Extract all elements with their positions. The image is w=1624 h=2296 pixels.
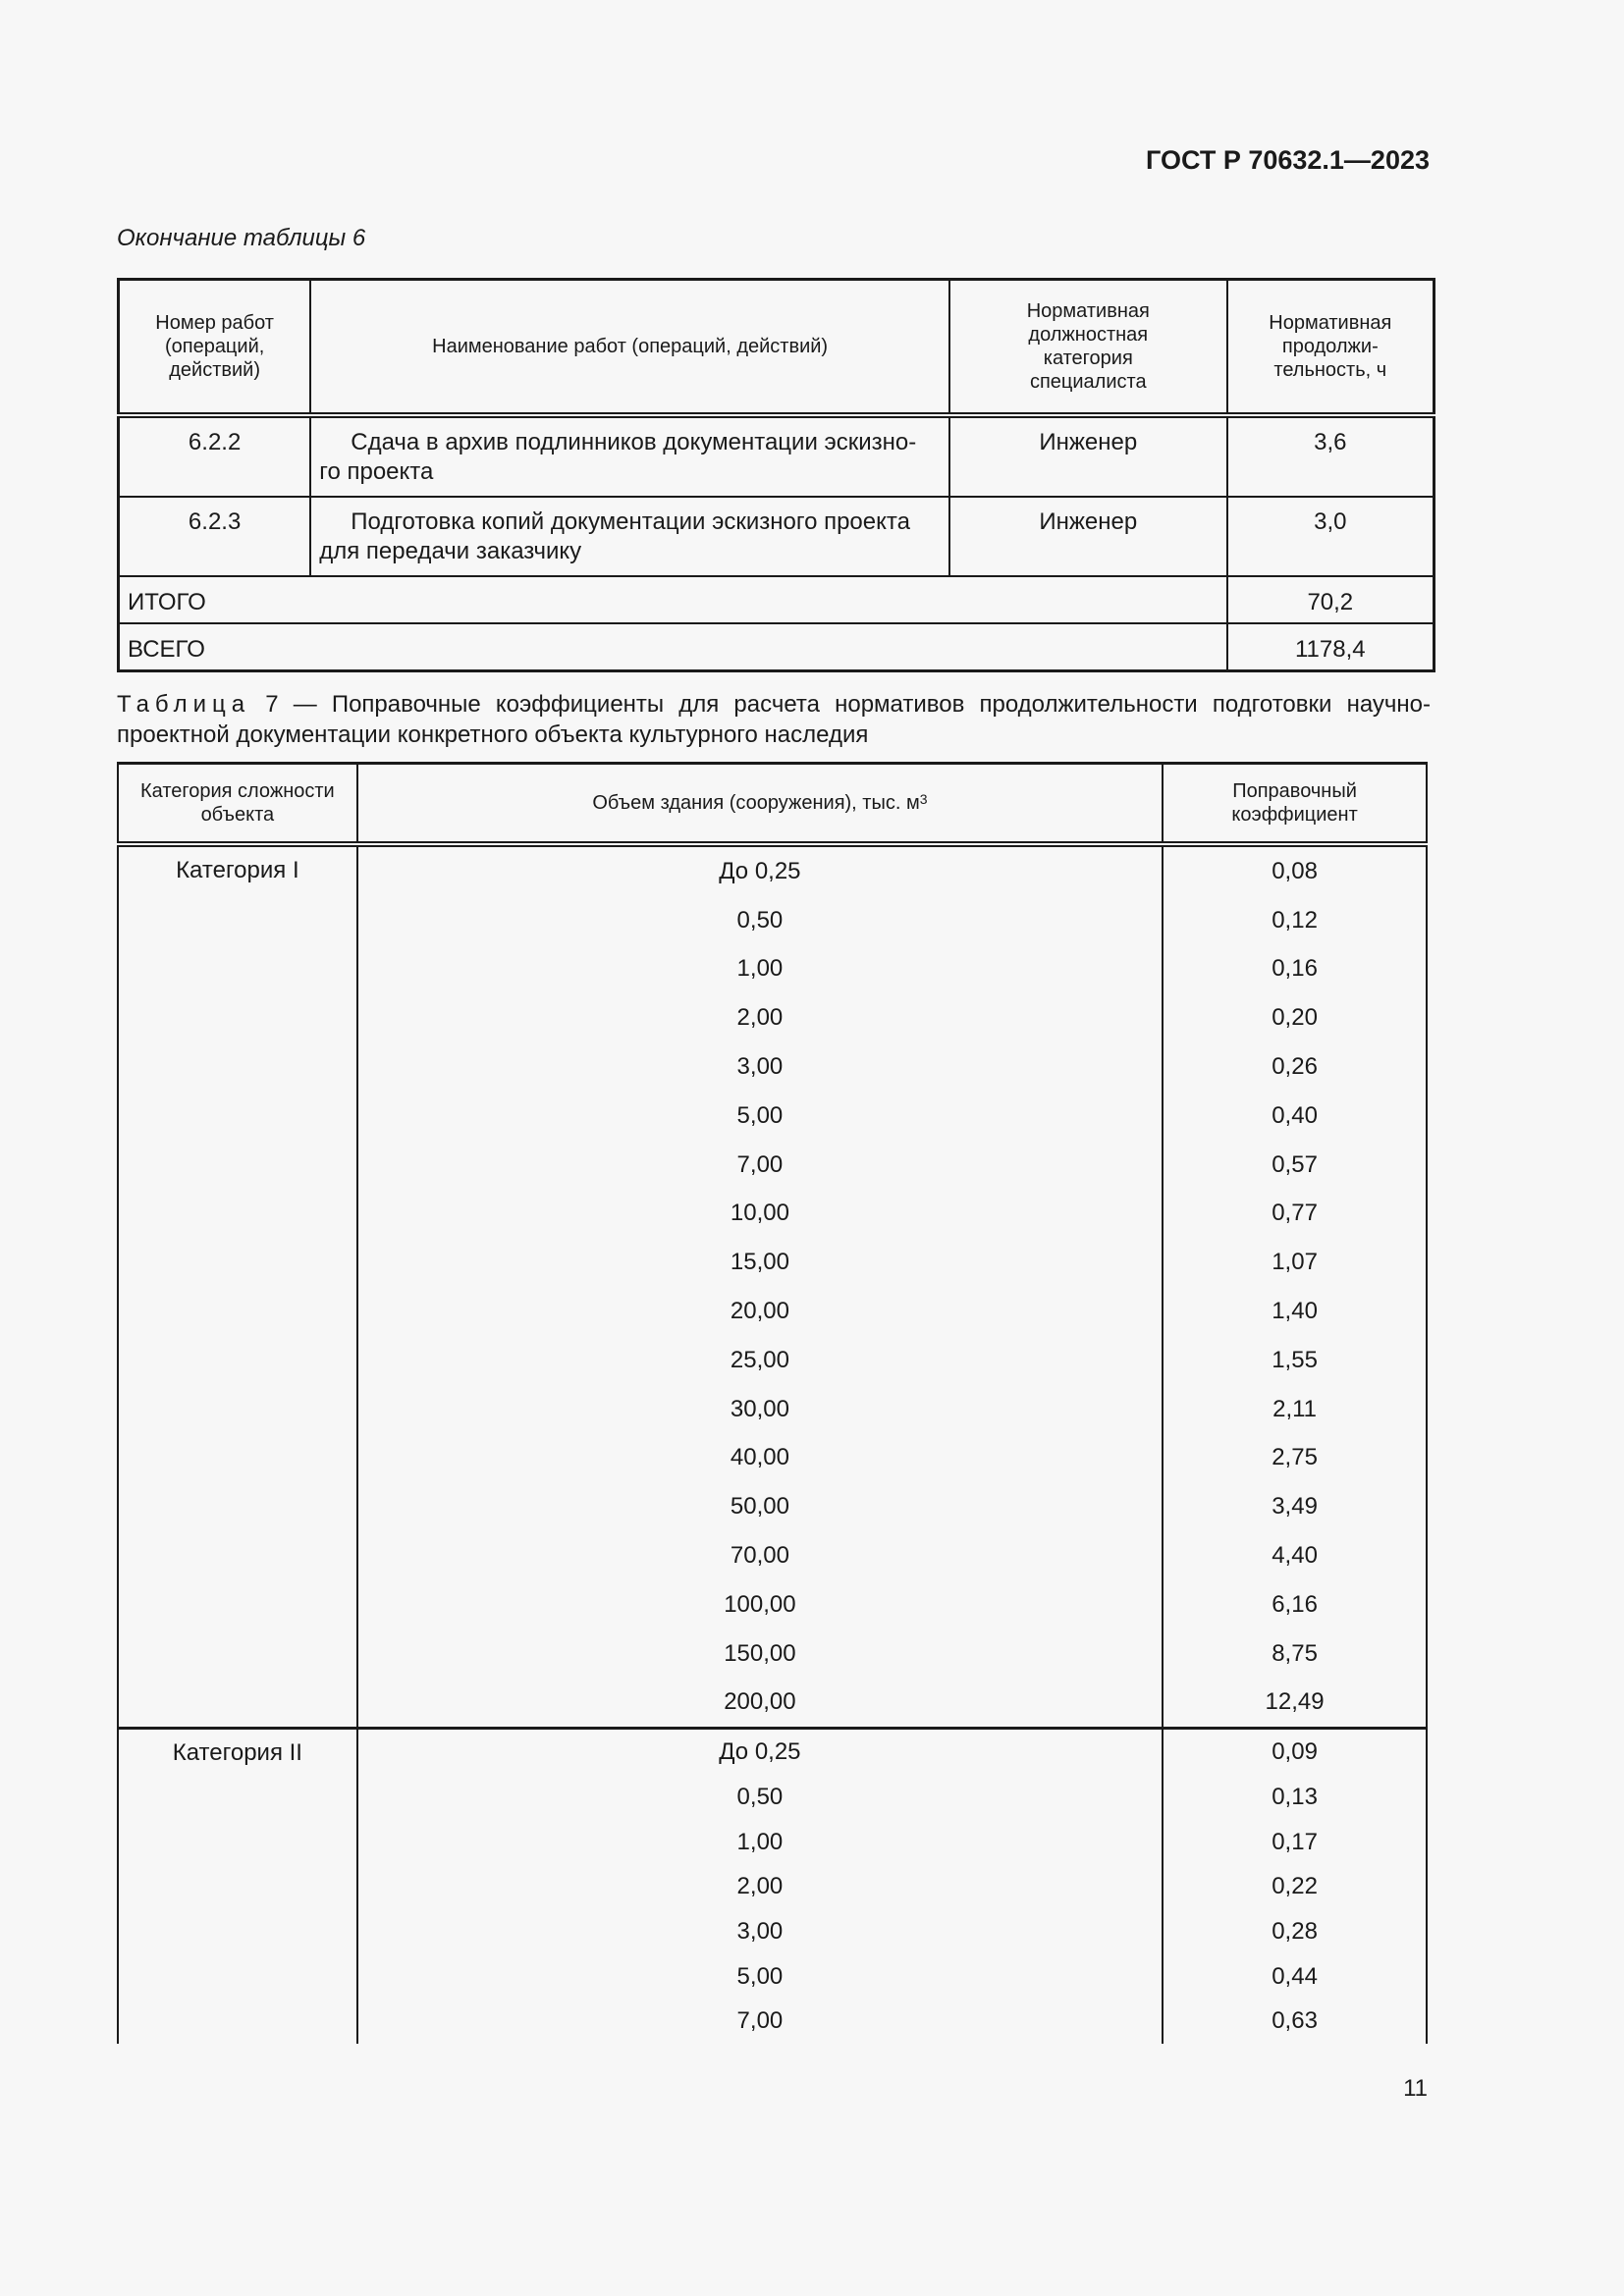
t6-itogo-row <box>119 576 1435 623</box>
t6-header-number: Номер работ (операций, действий) <box>119 280 311 416</box>
t7-cell-volume: 25,00 <box>357 1336 1163 1385</box>
t7-cell-volume: 50,00 <box>357 1482 1163 1531</box>
t6-cell-duration: 3,0 <box>1227 497 1435 576</box>
t6-itogo-label: ИТОГО <box>119 576 1227 623</box>
page-number: 11 <box>1403 2075 1428 2102</box>
t6-itogo-value: 70,2 <box>1227 576 1435 623</box>
t7-header-category: Категория сложности объекта <box>118 764 357 845</box>
t7-cell-coef: 6,16 <box>1163 1580 1427 1629</box>
t7-cell-coef: 0,26 <box>1163 1042 1427 1092</box>
t7-cell-volume: 40,00 <box>357 1434 1163 1483</box>
t7-cell-volume: До 0,25 <box>357 1729 1163 1775</box>
t7-cell-volume: 70,00 <box>357 1531 1163 1580</box>
t7-cell-coef: 0,40 <box>1163 1092 1427 1141</box>
table-row <box>119 415 1435 497</box>
table-7 <box>117 762 1428 2044</box>
t7-cell-coef: 0,08 <box>1163 844 1427 896</box>
table-row <box>119 497 1435 576</box>
t7-group-category-2 <box>118 1729 1427 2044</box>
t7-cell-volume: 200,00 <box>357 1679 1163 1729</box>
table-6 <box>117 278 1435 672</box>
t6-vsego-row <box>119 623 1435 671</box>
t7-cell-volume: 5,00 <box>357 1092 1163 1141</box>
t7-cell-coef: 0,20 <box>1163 993 1427 1042</box>
t7-cell-volume: 0,50 <box>357 896 1163 945</box>
t7-cell-volume: 2,00 <box>357 993 1163 1042</box>
document-code: ГОСТ Р 70632.1—2023 <box>1146 145 1430 175</box>
t7-cell-volume: 30,00 <box>357 1385 1163 1434</box>
t7-cell-coef: 0,28 <box>1163 1909 1427 1954</box>
t7-cell-volume: 3,00 <box>357 1042 1163 1092</box>
t6-cell-category: Инженер <box>949 415 1227 497</box>
t7-cell-coef: 0,17 <box>1163 1820 1427 1865</box>
t6-cell-name: Подготовка копий документации эскизного проекта для передачи заказчику <box>310 497 949 576</box>
t7-cell-volume: 150,00 <box>357 1629 1163 1679</box>
t7-cell-volume: 1,00 <box>357 945 1163 994</box>
t7-cell-coef: 8,75 <box>1163 1629 1427 1679</box>
t6-cell-number: 6.2.2 <box>119 415 311 497</box>
t7-cell-category: Категория I <box>118 844 357 1729</box>
t6-header-name: Наименование работ (операций, действий) <box>310 280 949 416</box>
table-row <box>118 1729 1427 1775</box>
t6-header-duration: Нормативная продолжи-тельность, ч <box>1227 280 1435 416</box>
t7-cell-volume: 3,00 <box>357 1909 1163 1954</box>
t7-cell-volume: 1,00 <box>357 1820 1163 1865</box>
t7-cell-coef: 1,07 <box>1163 1238 1427 1287</box>
t7-group-category-1 <box>118 844 1427 1729</box>
t6-header-category: Нормативная должностная категория специалиста <box>949 280 1227 416</box>
t7-cell-coef: 0,13 <box>1163 1775 1427 1820</box>
t7-cell-volume: До 0,25 <box>357 844 1163 896</box>
t7-cell-coef: 0,12 <box>1163 896 1427 945</box>
t7-cell-coef: 2,11 <box>1163 1385 1427 1434</box>
t7-cell-coef: 1,55 <box>1163 1336 1427 1385</box>
t6-vsego-label: ВСЕГО <box>119 623 1227 671</box>
t6-vsego-value: 1178,4 <box>1227 623 1435 671</box>
table-row <box>118 844 1427 896</box>
t7-cell-volume: 2,00 <box>357 1864 1163 1909</box>
table6-continuation-caption: Окончание таблицы 6 <box>117 225 366 251</box>
t7-cell-volume: 100,00 <box>357 1580 1163 1629</box>
t7-cell-volume: 15,00 <box>357 1238 1163 1287</box>
t7-cell-volume: 7,00 <box>357 1999 1163 2044</box>
t7-cell-volume: 10,00 <box>357 1190 1163 1239</box>
t7-cell-volume: 20,00 <box>357 1287 1163 1336</box>
t7-cell-coef: 0,77 <box>1163 1190 1427 1239</box>
t7-cell-volume: 0,50 <box>357 1775 1163 1820</box>
t7-header-coef: Поправочный коэффициент <box>1163 764 1427 845</box>
t7-cell-coef: 0,44 <box>1163 1954 1427 2000</box>
t7-cell-category: Категория II <box>118 1729 357 2044</box>
t6-cell-duration: 3,6 <box>1227 415 1435 497</box>
table7-caption: Таблица 7 — Поправочные коэффициенты для расчета нормативов продолжительности подготовки научно-проектной документации конкретного объекта культурного наследия <box>117 691 1431 748</box>
t7-cell-coef: 0,57 <box>1163 1141 1427 1190</box>
t7-cell-coef: 4,40 <box>1163 1531 1427 1580</box>
t7-cell-coef: 0,09 <box>1163 1729 1427 1775</box>
t7-cell-coef: 0,16 <box>1163 945 1427 994</box>
t7-cell-coef: 12,49 <box>1163 1679 1427 1729</box>
t7-cell-coef: 0,63 <box>1163 1999 1427 2044</box>
t6-cell-category: Инженер <box>949 497 1227 576</box>
t7-cell-coef: 0,22 <box>1163 1864 1427 1909</box>
t6-cell-number: 6.2.3 <box>119 497 311 576</box>
t7-cell-coef: 2,75 <box>1163 1434 1427 1483</box>
t7-cell-coef: 1,40 <box>1163 1287 1427 1336</box>
t7-cell-coef: 3,49 <box>1163 1482 1427 1531</box>
t7-header-volume: Объем здания (сооружения), тыс. $м^3$ <box>357 764 1163 845</box>
t6-cell-name: Сдача в архив подлинников документации эскизно- го проекта <box>310 415 949 497</box>
t7-cell-volume: 5,00 <box>357 1954 1163 2000</box>
t7-cell-volume: 7,00 <box>357 1141 1163 1190</box>
